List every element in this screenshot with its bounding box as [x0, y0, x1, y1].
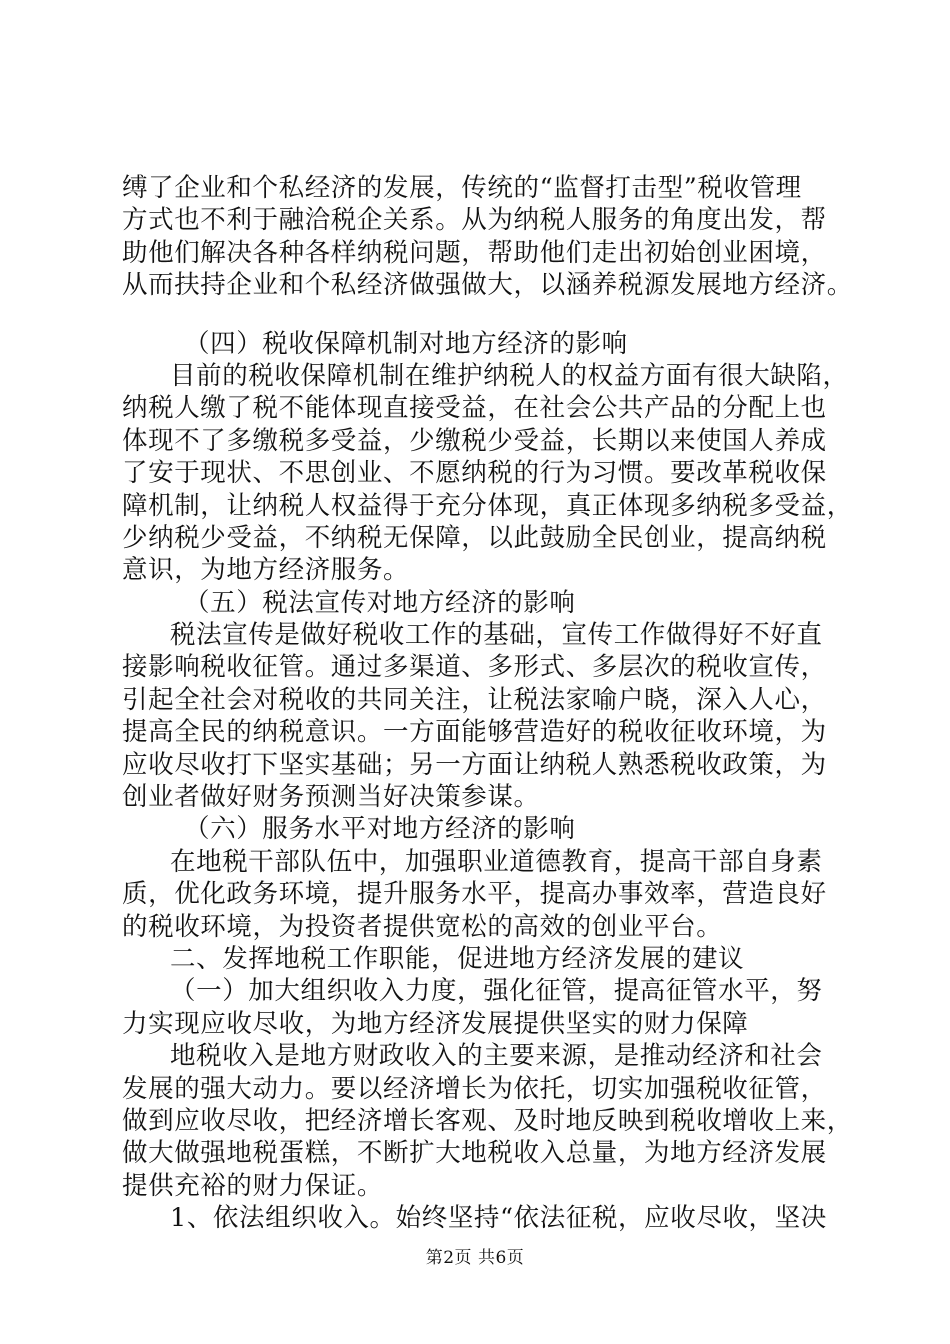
body-line: 的税收环境，为投资者提供宽松的高效的创业平台。 [122, 911, 723, 942]
body-line: 体现不了多缴税多受益，少缴税少受益，长期以来使国人养成 [122, 425, 827, 456]
body-line: 了安于现状、不思创业、不愿纳税的行为习惯。要改革税收保 [122, 458, 827, 489]
page-number-footer: 第2页 共6页 [425, 1248, 525, 1268]
body-line: 质，优化政务环境，提升服务水平，提高办事效率，营造良好 [122, 879, 827, 910]
body-line: 创业者做好财务预测当好决策参谋。 [122, 782, 540, 813]
body-line: 少纳税少受益，不纳税无保障，以此鼓励全民创业，提高纳税 [122, 522, 827, 553]
paragraph-gap [122, 302, 842, 328]
body-line: 目前的税收保障机制在维护纳税人的权益方面有很大缺陷， [170, 360, 849, 391]
body-line: 助他们解决各种各样纳税问题，帮助他们走出初始创业困境， [122, 237, 827, 268]
body-line: 做大做强地税蛋糕，不断扩大地税收入总量，为地方经济发展 [122, 1138, 827, 1169]
body-line: 引起全社会对税收的共同关注，让税法家喻户晓，深入人心， [122, 684, 827, 715]
subsection-heading: （一）加大组织收入力度，强化征管，提高征管水平，努 [170, 976, 823, 1007]
body-line: 发展的强大动力。要以经济增长为依托，切实加强税收征管， [122, 1073, 827, 1104]
section-heading: （六）服务水平对地方经济的影响 [184, 814, 576, 845]
document-body [122, 172, 853, 1235]
subsection-heading: 力实现应收尽收，为地方经济发展提供坚实的财力保障 [122, 1008, 749, 1039]
body-line: 意识，为地方经济服务。 [122, 555, 410, 586]
section-heading: （四）税收保障机制对地方经济的影响 [184, 328, 628, 359]
section-heading: 二、发挥地税工作职能，促进地方经济发展的建议 [170, 943, 745, 974]
body-line: 接影响税收征管。通过多渠道、多形式、多层次的税收宣传， [122, 652, 827, 683]
body-line: 纳税人缴了税不能体现直接受益，在社会公共产品的分配上也 [122, 393, 827, 424]
body-line: 税法宣传是做好税收工作的基础，宣传工作做得好不好直 [170, 620, 823, 651]
body-line: 障机制，让纳税人权益得于充分体现，真正体现多纳税多受益， [122, 490, 853, 521]
body-line: 提供充裕的财力保证。 [122, 1170, 384, 1201]
body-line: 做到应收尽收，把经济增长客观、及时地反映到税收增收上来， [122, 1105, 853, 1136]
body-line: 1、依法组织收入。始终坚持“依法征税，应收尽收，坚决 [170, 1203, 827, 1234]
body-line: 在地税干部队伍中，加强职业道德教育，提高干部自身素 [170, 846, 823, 877]
body-line: 从而扶持企业和个私经济做强做大，以涵养税源发展地方经济。 [122, 270, 853, 301]
body-line: 地税收入是地方财政收入的主要来源，是推动经济和社会 [170, 1041, 823, 1072]
body-line: 缚了企业和个私经济的发展，传统的“监督打击型”税收管理 [122, 173, 802, 203]
section-heading: （五）税法宣传对地方经济的影响 [184, 587, 576, 618]
body-line: 方式也不利于融洽税企关系。从为纳税人服务的角度出发，帮 [122, 205, 827, 236]
body-line: 提高全民的纳税意识。一方面能够营造好的税收征收环境，为 [122, 717, 827, 748]
body-line: 应收尽收打下坚实基础；另一方面让纳税人熟悉税收政策，为 [122, 749, 827, 780]
